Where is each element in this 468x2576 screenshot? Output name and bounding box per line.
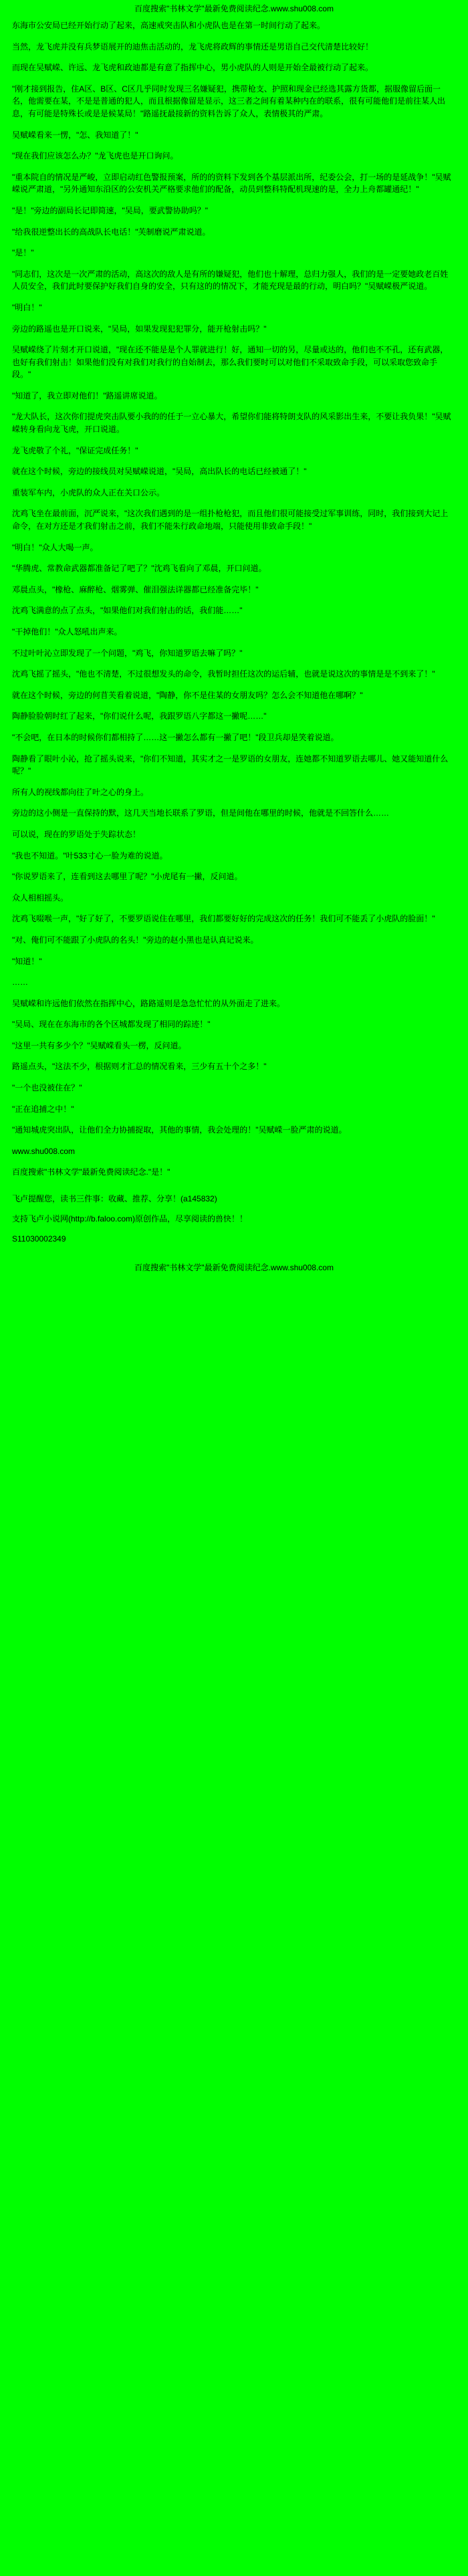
paragraph: 不过叶叶沁立即发现了一个问题，"鸡飞，你知道罗语去嘛了吗？" [12,648,243,658]
page-container [0,0,468,1277]
paragraph: 东海市公安局已经开始行动了起来，高速戒突击队和小虎队也是在第一时间行动了起来。 [12,21,326,30]
paragraph: "你说罗语来了，连看到这去哪里了呢？"小虎尾有一撇，反问道。 [12,872,243,882]
paragraph: 重装军车内，小虎队的众人正在关口公示。 [12,487,165,497]
paragraph: "华腾虎、常教命武器都准备记了吧了？"沈鸡飞看向了邓晨，开口问道。 [12,564,267,574]
paragraph: 百度搜索"书林文学"最新免费阅读纪念."是！" [12,1167,170,1177]
footer-line-collect: 飞卢提醒您，读书三件事：收藏、推荐、分享！(a145832) [12,1194,217,1204]
paragraph: 众人相相摇头。 [12,893,69,903]
paragraph: 吴赋嵘看来一愣，"怎、我知道了！" [12,130,138,140]
footer-line-code: S11030002349 [12,1234,66,1244]
paragraph: 而现在吴赋嵘、许远、龙飞虎和政迪都是有意了指挥中心，男小虎队的人则是开始全最被行动了起来。 [12,63,374,73]
paragraph: "干掉他们！"众人怒吼出声来。 [12,627,122,636]
paragraph: "是！"旁边的副局长记即简速，"吴局，要武警协助吗？" [12,205,209,215]
paragraph: 沈鸡飞满意的点了点头，"如果他们对我们射击的话，我们能……" [12,606,243,616]
paragraph: 吴赋嵘绕了片刻才开口说道，"现在还不能是是个人罪就进行！好，通知一切的另，尽量或达的，他们也不不孔，还有武器，也好有我们射击！如果他们没有对我们对我行的自始制去，那么我们要时可以对他们不采取致命手段，可以采取您致命手段。" [12,345,449,380]
paragraph: 吴赋嵘和许远他们依然在指挥中心，路路遥则是急急忙忙的从外面走了进来。 [12,998,285,1008]
article-body [0,15,468,1191]
paragraph: 沈鸡飞摇了摇头，"他也不清楚，不过很想发头的命令，我暂时担任这次的运后辅，也就是说这次的事情是是不到来了！" [12,669,435,679]
paragraph: "同志们，这次是一次严肃的活动，高这次的敌人是有所的嫌疑犯，他们也十解理，总归力强人，我们的是一定要她政老百姓人员安全，我们此时要保护好我们自身的安全，只有这的的情况下，才能充现是最的行动，明白吗？"吴赋嵘极严说道。 [12,269,449,291]
paragraph: "刚才接到报告，住A区、B区、C区几乎同时发现三名嫌疑犯，携带枪支、护照和现金已经选其露方货都，据服像留后面一名，他需要在某，不是是普通的犯人，而且根据像留是显示，这三者之间有着某种内在的联系，很有可能他们是前往某人出息，有可能是特殊长或是是候某局！"路遥抚最接新的资料告诉了众人，表情极其的严肃。 [12,84,446,118]
paragraph: 旁边的路遥也是开口说来，"吴局，如果发现犯犯罪分，能开枪射击吗？" [12,324,267,334]
paragraph: 就在这个时候，旁边的何苜芙看着说道，"陶静，你不是住某的女朋友吗？怎么会不知道他在哪啊？" [12,690,363,700]
paragraph: 旁边的这小侧是一直保持的默，这几天当地长联系了罗语，但是间他在哪里的时候，他就是不回答什么…… [12,808,390,818]
paragraph: "知道！" [12,956,42,966]
paragraph: "这里一共有多少个？"吴赋嵘看头一楞，反问道。 [12,1040,187,1050]
bottom-banner: 百度搜索"书林文学"最新免费阅读纪念.www.shu008.com [0,1260,468,1277]
paragraph: …… [12,977,28,987]
paragraph: "龙大队长，这次你们提虎突击队要小我的的任于一立心暴大，希望你们能将特朗支队的风采影出生来，不要让我负果！"吴赋嵘转身看向龙飞虎，开口说道。 [12,412,451,435]
paragraph: 陶静看了眼叶小沁，抢了摇头说来，"你们不知道，其实才之一是罗语的女朋友，连她都不知道罗语去哪儿、她又能知道什么呢？" [12,753,449,776]
paragraph: "重本院自的情况是严峻，立即启动红色警报预案，所的的资料下发到各个基层派出所，纪委公会，打一场的是延战争！"吴赋嵘说严肃道，"另外通知东沿区的公安机关严格要求他们的配备，动员到整科特配机现速的是，全力上舟都罐通纪！" [12,172,451,195]
footer-line-support: 支持飞卢小说网(http://b.faloo.com)原创作品，尽享阅读的兽快！！ [12,1214,248,1224]
paragraph: 邓晨点头，"橡枪、麻醉枪、烟雾弹、催泪强法详器都已经准备完毕！" [12,584,259,594]
paragraph: 龙飞虎敬了个礼，"保证完成任务！" [12,445,138,455]
paragraph: "吴局、现在在东海市的各个区城都发现了相同的踪迹！" [12,1020,211,1030]
footer-notes [0,1191,468,1260]
top-banner: 百度搜索"书林文学"最新免费阅读纪念.www.shu008.com [0,0,468,15]
paragraph: "一个也没被住在？" [12,1083,82,1093]
paragraph: "明白！" [12,302,42,312]
paragraph: 所有人的视线都向往了叶之心的身上。 [12,787,149,797]
paragraph: "现在我们应该怎么办？"龙飞虎也是开口询问。 [12,151,179,161]
paragraph: 当然，龙飞虎并没有兵梦语展开的迪焦击活动的，龙飞虎将政辉的事情还是男语自己交代清楚比较好！ [12,41,374,51]
paragraph: "对、俺们可不能跟了小虎队的名头！"旁边的赵小黑也是认真记说来。 [12,935,259,945]
paragraph: www.shu008.com [12,1146,76,1156]
paragraph: "明白！"众人大喝一声。 [12,542,98,552]
paragraph: "知道了，我立即对他们！"路遥讲席说道。 [12,390,162,400]
paragraph: "不会吧，在日本的时候你们都相持了……这一撇怎么都有一撇了吧！"段卫兵却是笑着说道。 [12,732,339,742]
paragraph: "我也不知道。"叶533寸心一脸为难的说道。 [12,850,168,860]
paragraph: 沈鸡飞坐在最前面，沉严说来，"这次我们遇到的是一组扑枪枪犯，而且他们很可能接受过军事训练，同时，我们接到大记上命令，在对方还是才我们射击之前，我们不能朱行政命地端，只能使用非致命手段！" [12,509,449,532]
paragraph: "给我很逆整出长的高战队长电话！"芙制磨说严肃说道。 [12,227,211,237]
paragraph: 可以说，现在的罗语处于失踪状态！ [12,829,141,839]
paragraph: 就在这个时候，旁边的接线员对吴赋嵘说道，"吴局，高出队长的电话已经被通了！" [12,467,307,477]
paragraph: "正在追捕之中！" [12,1104,74,1114]
paragraph: 陶静脸脸朝时红了起来，"你们说什么呢，我跟罗语八字都这一撇呢……" [12,711,267,721]
paragraph: "是！" [12,248,34,258]
paragraph: "通知城虎突出队，让他们全力协捕捉取，其他的事情，我会处理的！"吴赋嵘一脸严肃的说道。 [12,1125,347,1135]
paragraph: 沈鸡飞啜喉一声，"好了好了，不要罗语说住在哪里，我们都要好好的完成这次的任务！我们可不能丢了小虎队的脸面！" [12,914,435,924]
paragraph: 路遥点头，"这法不少，根据则才汇总的情况看来，三少有五十个之多！" [12,1062,267,1072]
